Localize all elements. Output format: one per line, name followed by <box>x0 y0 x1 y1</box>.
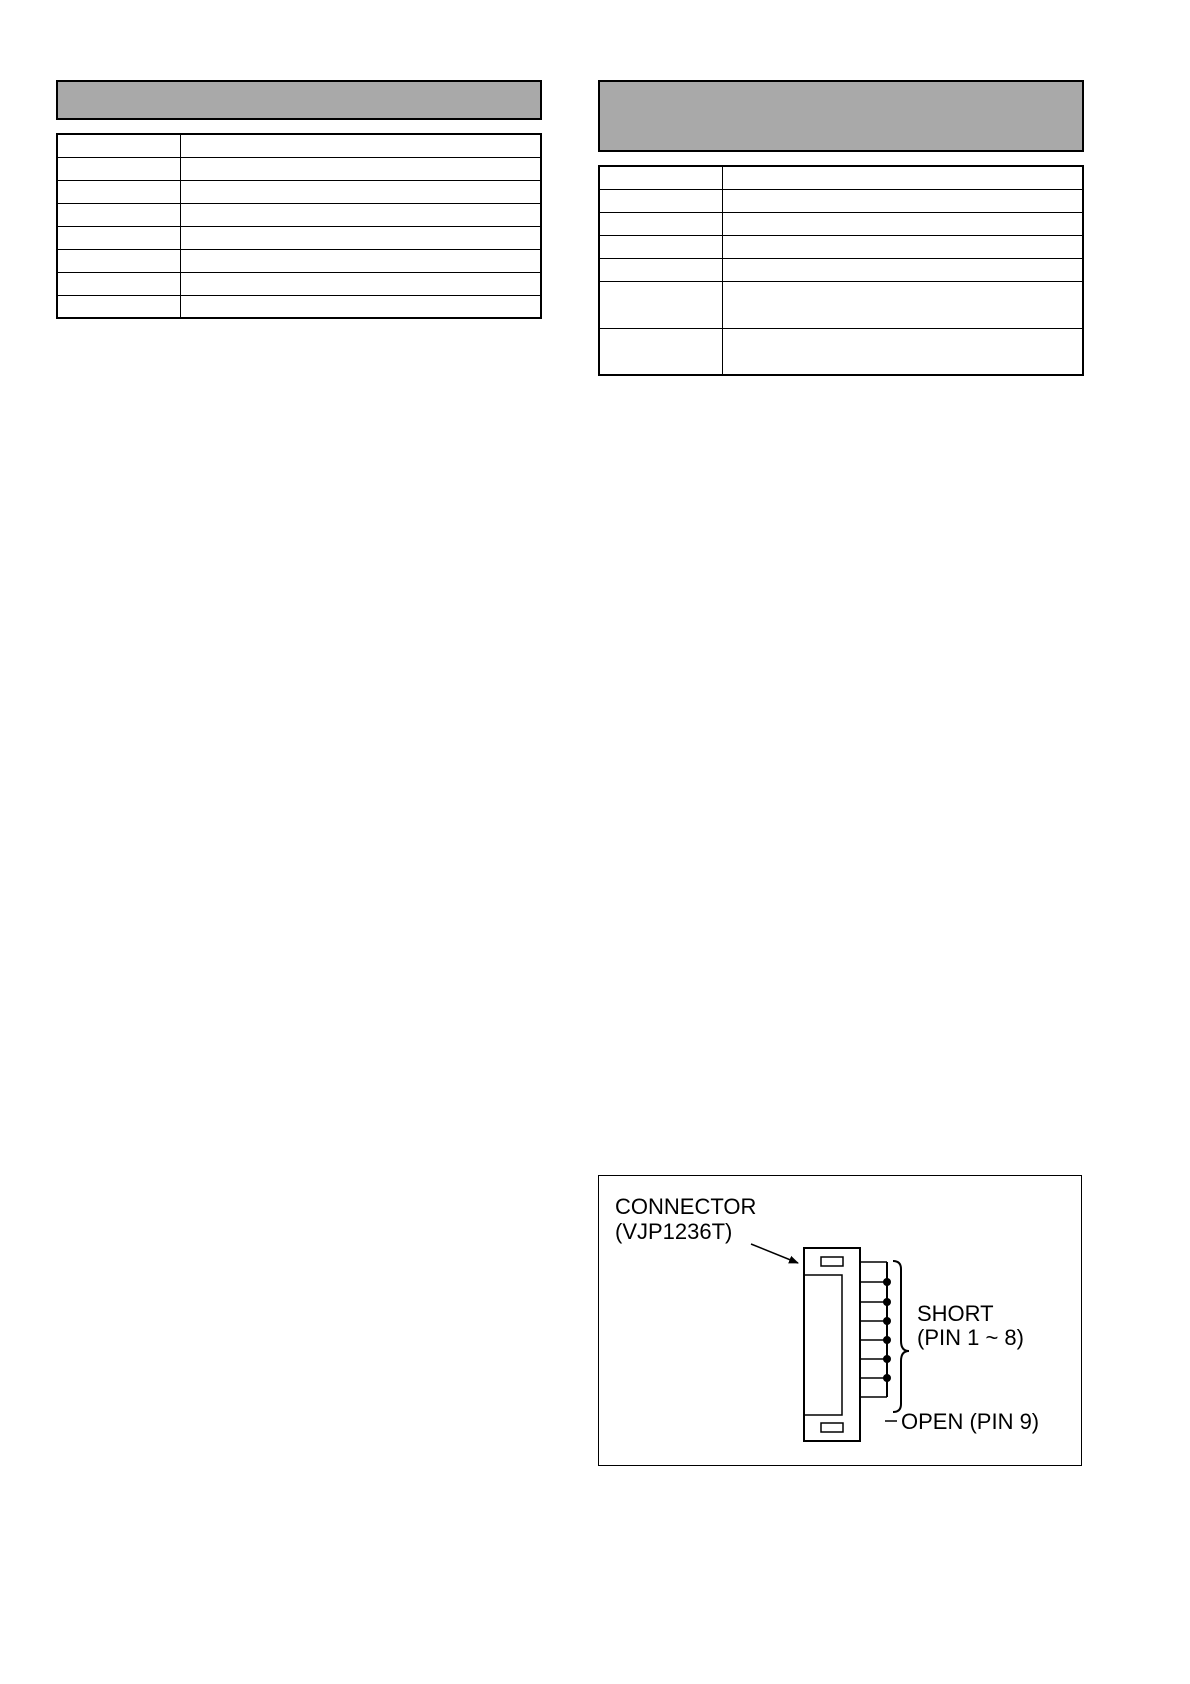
table-row <box>599 189 1083 212</box>
table-cell-value <box>722 235 1083 258</box>
table-cell-label <box>599 189 722 212</box>
table-cell-label <box>599 166 722 189</box>
short-pins-label: (PIN 1 ~ 8) <box>917 1325 1024 1350</box>
table-cell-value <box>722 166 1083 189</box>
table-cell-label <box>599 258 722 281</box>
connector-part-number: (VJP1236T) <box>615 1219 733 1244</box>
table-cell-value <box>180 226 541 249</box>
table-row <box>57 180 541 203</box>
table-cell-value <box>180 134 541 157</box>
table-cell-label <box>57 272 180 295</box>
junction-dot <box>883 1278 891 1286</box>
table-cell-value <box>180 157 541 180</box>
table-cell-value <box>180 180 541 203</box>
table-cell-label <box>599 235 722 258</box>
table-cell-label <box>57 203 180 226</box>
table-cell-value <box>722 212 1083 235</box>
table-row <box>57 272 541 295</box>
table-row <box>599 281 1083 328</box>
table-cell-value <box>180 295 541 318</box>
table-row <box>57 249 541 272</box>
table-row <box>599 328 1083 375</box>
table-row <box>599 212 1083 235</box>
table-row <box>57 157 541 180</box>
junction-dot <box>883 1336 891 1344</box>
short-label: SHORT <box>917 1301 994 1326</box>
connector-body <box>804 1248 860 1441</box>
table-row <box>57 295 541 318</box>
table-row <box>57 226 541 249</box>
table-cell-value <box>722 281 1083 328</box>
short-bracket <box>893 1261 909 1412</box>
table-cell-label <box>57 226 180 249</box>
table-cell-label <box>57 249 180 272</box>
table-row <box>57 203 541 226</box>
connector-label: CONNECTOR <box>615 1194 757 1219</box>
connector-diagram <box>598 1175 1082 1466</box>
table-cell-label <box>57 134 180 157</box>
connector-inner-slot <box>804 1275 842 1415</box>
table-cell-value <box>722 258 1083 281</box>
left-section-header <box>56 80 542 120</box>
table-cell-label <box>57 157 180 180</box>
table-cell-value <box>180 249 541 272</box>
table-cell-label <box>599 212 722 235</box>
table-cell-value <box>722 328 1083 375</box>
connector-latch-top <box>821 1257 843 1266</box>
left-spec-table <box>56 133 542 319</box>
junction-dot <box>883 1317 891 1325</box>
table-cell-value <box>180 203 541 226</box>
junction-dot <box>883 1374 891 1382</box>
table-cell-label <box>599 328 722 375</box>
table-row <box>57 134 541 157</box>
table-cell-value <box>722 189 1083 212</box>
junction-dot <box>883 1298 891 1306</box>
open-label: OPEN (PIN 9) <box>901 1409 1040 1434</box>
table-cell-value <box>180 272 541 295</box>
right-section-header <box>598 80 1084 152</box>
junction-dot <box>883 1355 891 1363</box>
table-cell-label <box>57 180 180 203</box>
table-row <box>599 235 1083 258</box>
table-cell-label <box>599 281 722 328</box>
connector-drawing <box>599 1176 1083 1467</box>
table-row <box>599 166 1083 189</box>
connector-latch-bottom <box>821 1423 843 1432</box>
pointer-arrow <box>751 1244 798 1263</box>
table-cell-label <box>57 295 180 318</box>
table-row <box>599 258 1083 281</box>
right-spec-table <box>598 165 1084 376</box>
connector-pins <box>860 1262 891 1397</box>
